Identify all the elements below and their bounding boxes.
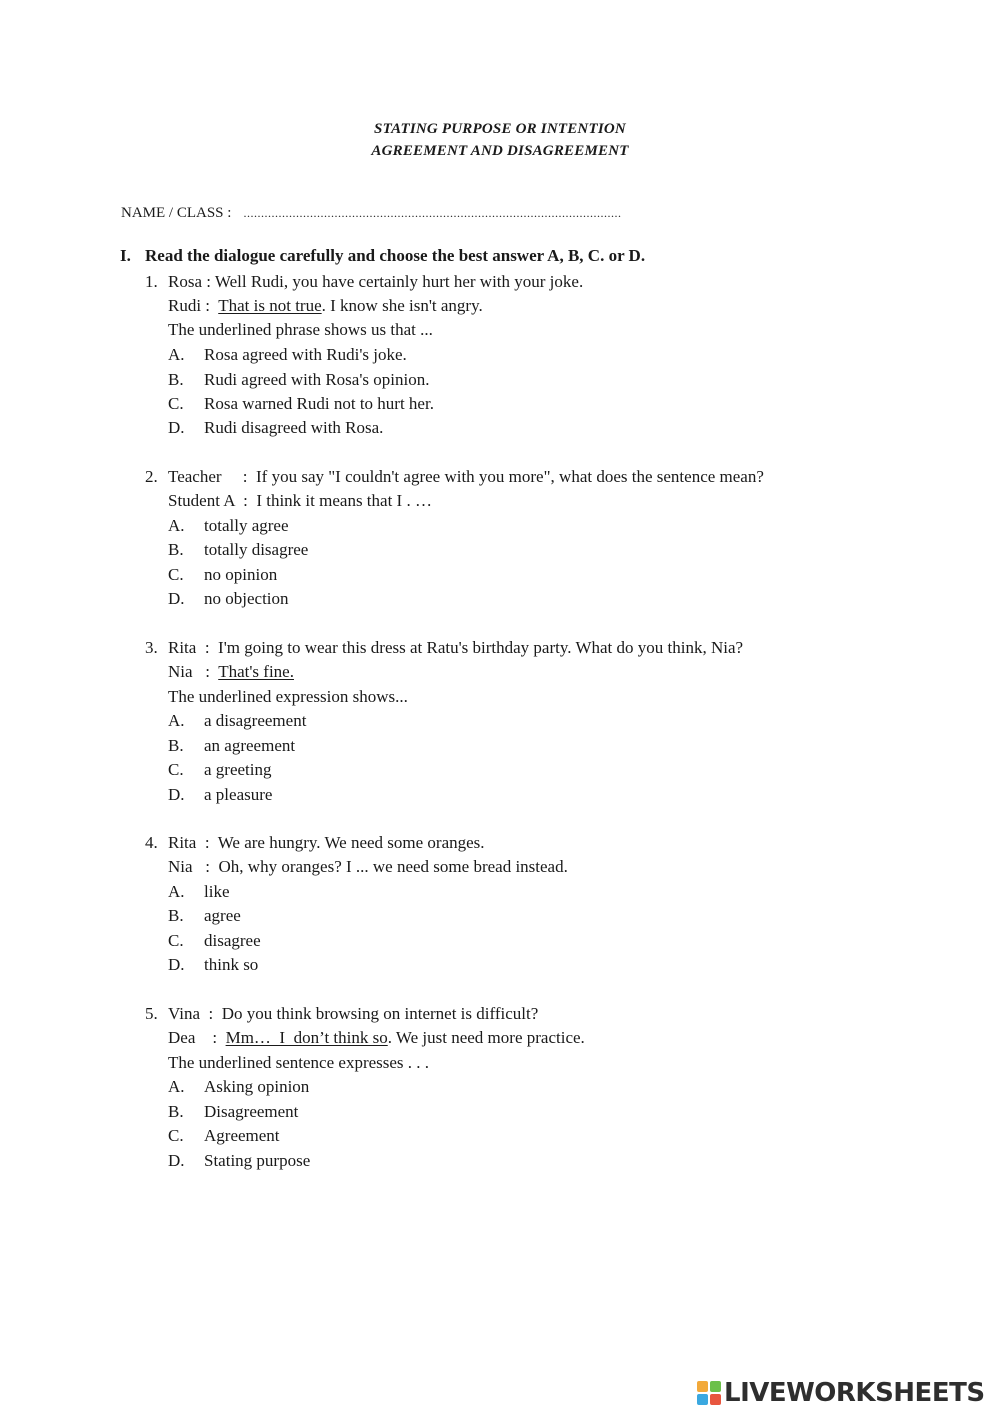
option-letter[interactable]: D.	[168, 418, 185, 437]
dialogue-line	[168, 662, 294, 682]
question-stem: The underlined sentence expresses . . .	[168, 1053, 430, 1072]
option-letter[interactable]: A.	[168, 516, 185, 535]
speaker-text: Dea :	[168, 1028, 226, 1047]
option-letter[interactable]: A.	[168, 711, 185, 730]
option-letter[interactable]: A.	[168, 882, 185, 901]
option-text[interactable]: Rudi disagreed with Rosa.	[204, 418, 384, 437]
option-letter[interactable]: D.	[168, 589, 185, 608]
speaker-text: Nia :	[168, 662, 219, 681]
question-stem: The underlined phrase shows us that ...	[168, 320, 433, 339]
option-text[interactable]: no opinion	[204, 565, 278, 584]
worksheet-title-line-1: STATING PURPOSE OR INTENTION	[374, 121, 626, 137]
dialogue-line: Rita : We are hungry. We need some oranges.	[168, 833, 485, 852]
dialogue-line: Teacher : If you say "I couldn't agree with you more", what does the sentence mean?	[168, 467, 764, 486]
name-class-label: NAME / CLASS :	[121, 205, 232, 221]
option-text[interactable]: Disagreement	[204, 1102, 299, 1121]
option-text[interactable]: totally agree	[204, 516, 289, 535]
option-text[interactable]: a disagreement	[204, 711, 307, 730]
option-letter[interactable]: C.	[168, 565, 184, 584]
option-text[interactable]: an agreement	[204, 736, 296, 755]
option-text[interactable]: Rosa agreed with Rudi's joke.	[204, 345, 407, 364]
option-letter[interactable]: B.	[168, 540, 184, 559]
option-letter[interactable]: C.	[168, 394, 184, 413]
dialogue-line: Vina : Do you think browsing on internet is difficult?	[168, 1004, 539, 1023]
underlined-phrase: That is not true	[218, 296, 322, 315]
name-class-dots: ............................................................................................................	[243, 206, 622, 220]
logo-square-icon	[697, 1381, 708, 1392]
option-text[interactable]: Rosa warned Rudi not to hurt her.	[204, 394, 434, 413]
question-number: 5.	[145, 1004, 158, 1023]
option-letter[interactable]: B.	[168, 1102, 184, 1121]
option-letter[interactable]: B.	[168, 906, 184, 925]
section-instruction-text: Read the dialogue carefully and choose the best answer A, B, C. or D.	[145, 246, 646, 265]
option-letter[interactable]: D.	[168, 785, 185, 804]
question-number: 4.	[145, 833, 158, 852]
dialogue-rest: . I know she isn't angry.	[321, 296, 483, 315]
question-number: 1.	[145, 272, 158, 291]
option-text[interactable]: Rudi agreed with Rosa's opinion.	[204, 370, 430, 389]
option-letter[interactable]: C.	[168, 931, 184, 950]
logo-text: LIVEWORKSHEETS	[724, 1378, 985, 1408]
option-text[interactable]: a greeting	[204, 760, 272, 779]
option-text[interactable]: no objection	[204, 589, 289, 608]
liveworksheets-logo	[697, 1378, 985, 1408]
underlined-phrase: Mm… I don’t think so	[225, 1028, 388, 1047]
dialogue-line	[168, 296, 483, 316]
dialogue-line: Rosa : Well Rudi, you have certainly hurt her with your joke.	[168, 272, 584, 291]
question-number: 3.	[145, 638, 158, 657]
option-letter[interactable]: C.	[168, 760, 184, 779]
option-text[interactable]: Stating purpose	[204, 1151, 311, 1170]
section-numeral: I.	[120, 246, 131, 265]
option-text[interactable]: totally disagree	[204, 540, 309, 559]
worksheet-title-line-2: AGREEMENT AND DISAGREEMENT	[371, 143, 629, 159]
option-letter[interactable]: D.	[168, 1151, 185, 1170]
option-text[interactable]: think so	[204, 955, 259, 974]
logo-square-icon	[710, 1394, 721, 1405]
logo-grid-icon	[697, 1381, 721, 1405]
option-text[interactable]: disagree	[204, 931, 261, 950]
dialogue-line: Student A : I think it means that I . …	[168, 491, 432, 510]
question-stem: The underlined expression shows...	[168, 687, 408, 706]
dialogue-line	[168, 1028, 585, 1048]
option-letter[interactable]: B.	[168, 370, 184, 389]
option-letter[interactable]: B.	[168, 736, 184, 755]
option-text[interactable]: Agreement	[204, 1126, 280, 1145]
option-letter[interactable]: A.	[168, 345, 185, 364]
logo-square-icon	[697, 1394, 708, 1405]
option-text[interactable]: agree	[204, 906, 241, 925]
logo-square-icon	[710, 1381, 721, 1392]
option-text[interactable]: like	[204, 882, 230, 901]
underlined-phrase: That's fine.	[218, 662, 294, 681]
question-number: 2.	[145, 467, 158, 486]
dialogue-rest: . We just need more practice.	[387, 1028, 585, 1047]
option-text[interactable]: Asking opinion	[204, 1077, 310, 1096]
name-class-field[interactable]	[121, 205, 621, 222]
option-letter[interactable]: D.	[168, 955, 185, 974]
option-text[interactable]: a pleasure	[204, 785, 273, 804]
speaker-text: Rudi :	[168, 296, 219, 315]
section-instruction	[120, 246, 645, 266]
option-letter[interactable]: C.	[168, 1126, 184, 1145]
dialogue-line: Rita : I'm going to wear this dress at Ratu's birthday party. What do you think, Nia?	[168, 638, 744, 657]
option-letter[interactable]: A.	[168, 1077, 185, 1096]
dialogue-line: Nia : Oh, why oranges? I ... we need some bread instead.	[168, 857, 568, 876]
